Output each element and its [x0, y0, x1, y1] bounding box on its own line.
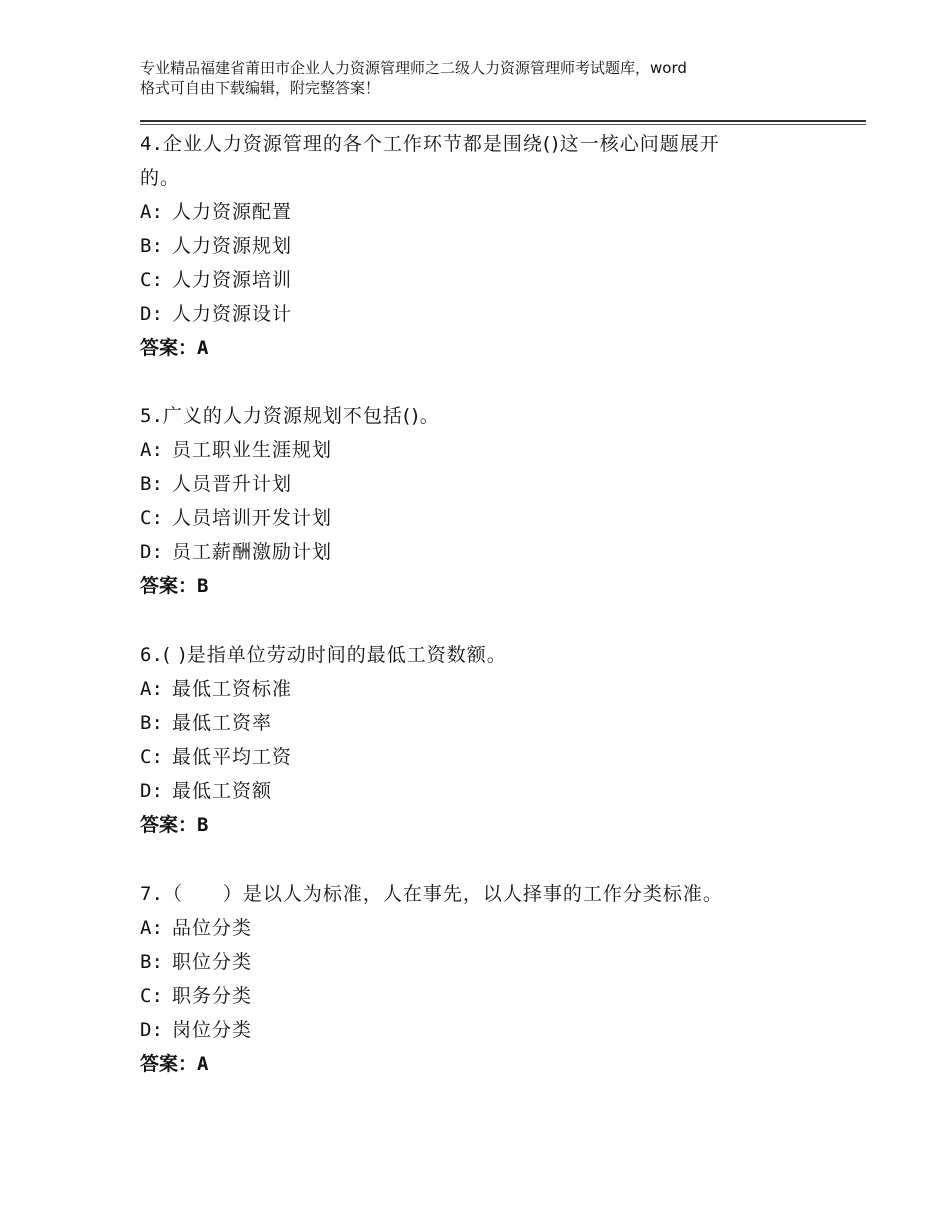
answer-line — [140, 569, 800, 603]
question-4 — [140, 127, 800, 365]
option-a — [140, 672, 800, 706]
option-c — [140, 740, 800, 774]
option-a — [140, 195, 800, 229]
question-number: 7. — [140, 883, 163, 905]
option-text: 最低平均工资 — [172, 746, 293, 768]
option-key: A: — [140, 678, 163, 700]
answer-label: 答案： — [140, 1053, 198, 1075]
option-a — [140, 911, 800, 945]
option-key: B: — [140, 951, 163, 973]
question-number: 4. — [140, 133, 163, 155]
answer-label: 答案： — [140, 575, 198, 597]
option-key: C: — [140, 269, 163, 291]
option-d — [140, 297, 800, 331]
question-stem-continued — [140, 161, 800, 195]
answer-label: 答案： — [140, 337, 198, 359]
question-stem-text-2: 的。 — [140, 167, 181, 189]
option-key: C: — [140, 507, 163, 529]
answer-value: B — [197, 814, 209, 836]
answer-line — [140, 808, 800, 842]
question-stem-text: ( )是指单位劳动时间的最低工资数额。 — [162, 644, 507, 666]
document-header — [140, 58, 830, 98]
header-line-1: 专业精品福建省莆田市企业人力资源管理师之二级人力资源管理师考试题库，word — [140, 59, 687, 77]
option-b — [140, 467, 800, 501]
answer-value: A — [197, 1053, 209, 1075]
question-number: 5. — [140, 405, 163, 427]
question-stem-text: 广义的人力资源规划不包括()。 — [162, 405, 440, 427]
option-text: 品位分类 — [172, 917, 253, 939]
option-d — [140, 774, 800, 808]
answer-line — [140, 1047, 800, 1081]
option-text: 人力资源设计 — [172, 303, 293, 325]
question-stem-text: （ ）是以人为标准，人在事先，以人择事的工作分类标准。 — [162, 883, 723, 905]
header-line-2: 格式可自由下载编辑，附完整答案！ — [140, 79, 381, 97]
option-text: 最低工资标准 — [172, 678, 293, 700]
option-text: 最低工资额 — [172, 780, 273, 802]
question-7 — [140, 877, 800, 1081]
option-c — [140, 263, 800, 297]
question-number: 6. — [140, 644, 163, 666]
question-stem — [140, 127, 800, 161]
answer-value: A — [197, 337, 209, 359]
option-d — [140, 535, 800, 569]
option-key: B: — [140, 473, 163, 495]
option-key: A: — [140, 439, 163, 461]
option-text: 员工薪酬激励计划 — [172, 541, 333, 563]
header-divider-thick — [140, 120, 866, 122]
option-key: D: — [140, 541, 163, 563]
option-key: C: — [140, 985, 163, 1007]
question-5 — [140, 399, 800, 603]
option-b — [140, 945, 800, 979]
answer-line — [140, 331, 800, 365]
question-stem — [140, 877, 800, 911]
question-stem-text: 企业人力资源管理的各个工作环节都是围绕()这一核心问题展开 — [162, 133, 720, 155]
option-key: D: — [140, 780, 163, 802]
question-6 — [140, 638, 800, 842]
option-c — [140, 979, 800, 1013]
option-text: 人力资源配置 — [172, 201, 293, 223]
option-text: 人员培训开发计划 — [172, 507, 333, 529]
option-key: C: — [140, 746, 163, 768]
option-text: 岗位分类 — [172, 1019, 253, 1041]
option-key: B: — [140, 235, 163, 257]
option-d — [140, 1013, 800, 1047]
option-c — [140, 501, 800, 535]
option-b — [140, 706, 800, 740]
option-key: D: — [140, 303, 163, 325]
option-b — [140, 229, 800, 263]
question-stem — [140, 638, 800, 672]
option-text: 职务分类 — [172, 985, 253, 1007]
option-text: 员工职业生涯规划 — [172, 439, 333, 461]
option-key: D: — [140, 1019, 163, 1041]
answer-value: B — [197, 575, 209, 597]
header-divider-thin — [140, 124, 866, 125]
option-a — [140, 433, 800, 467]
option-text: 人员晋升计划 — [172, 473, 293, 495]
option-key: A: — [140, 201, 163, 223]
option-text: 人力资源规划 — [172, 235, 293, 257]
question-stem — [140, 399, 800, 433]
option-key: A: — [140, 917, 163, 939]
option-text: 人力资源培训 — [172, 269, 293, 291]
option-key: B: — [140, 712, 163, 734]
answer-label: 答案： — [140, 814, 198, 836]
option-text: 最低工资率 — [172, 712, 273, 734]
option-text: 职位分类 — [172, 951, 253, 973]
